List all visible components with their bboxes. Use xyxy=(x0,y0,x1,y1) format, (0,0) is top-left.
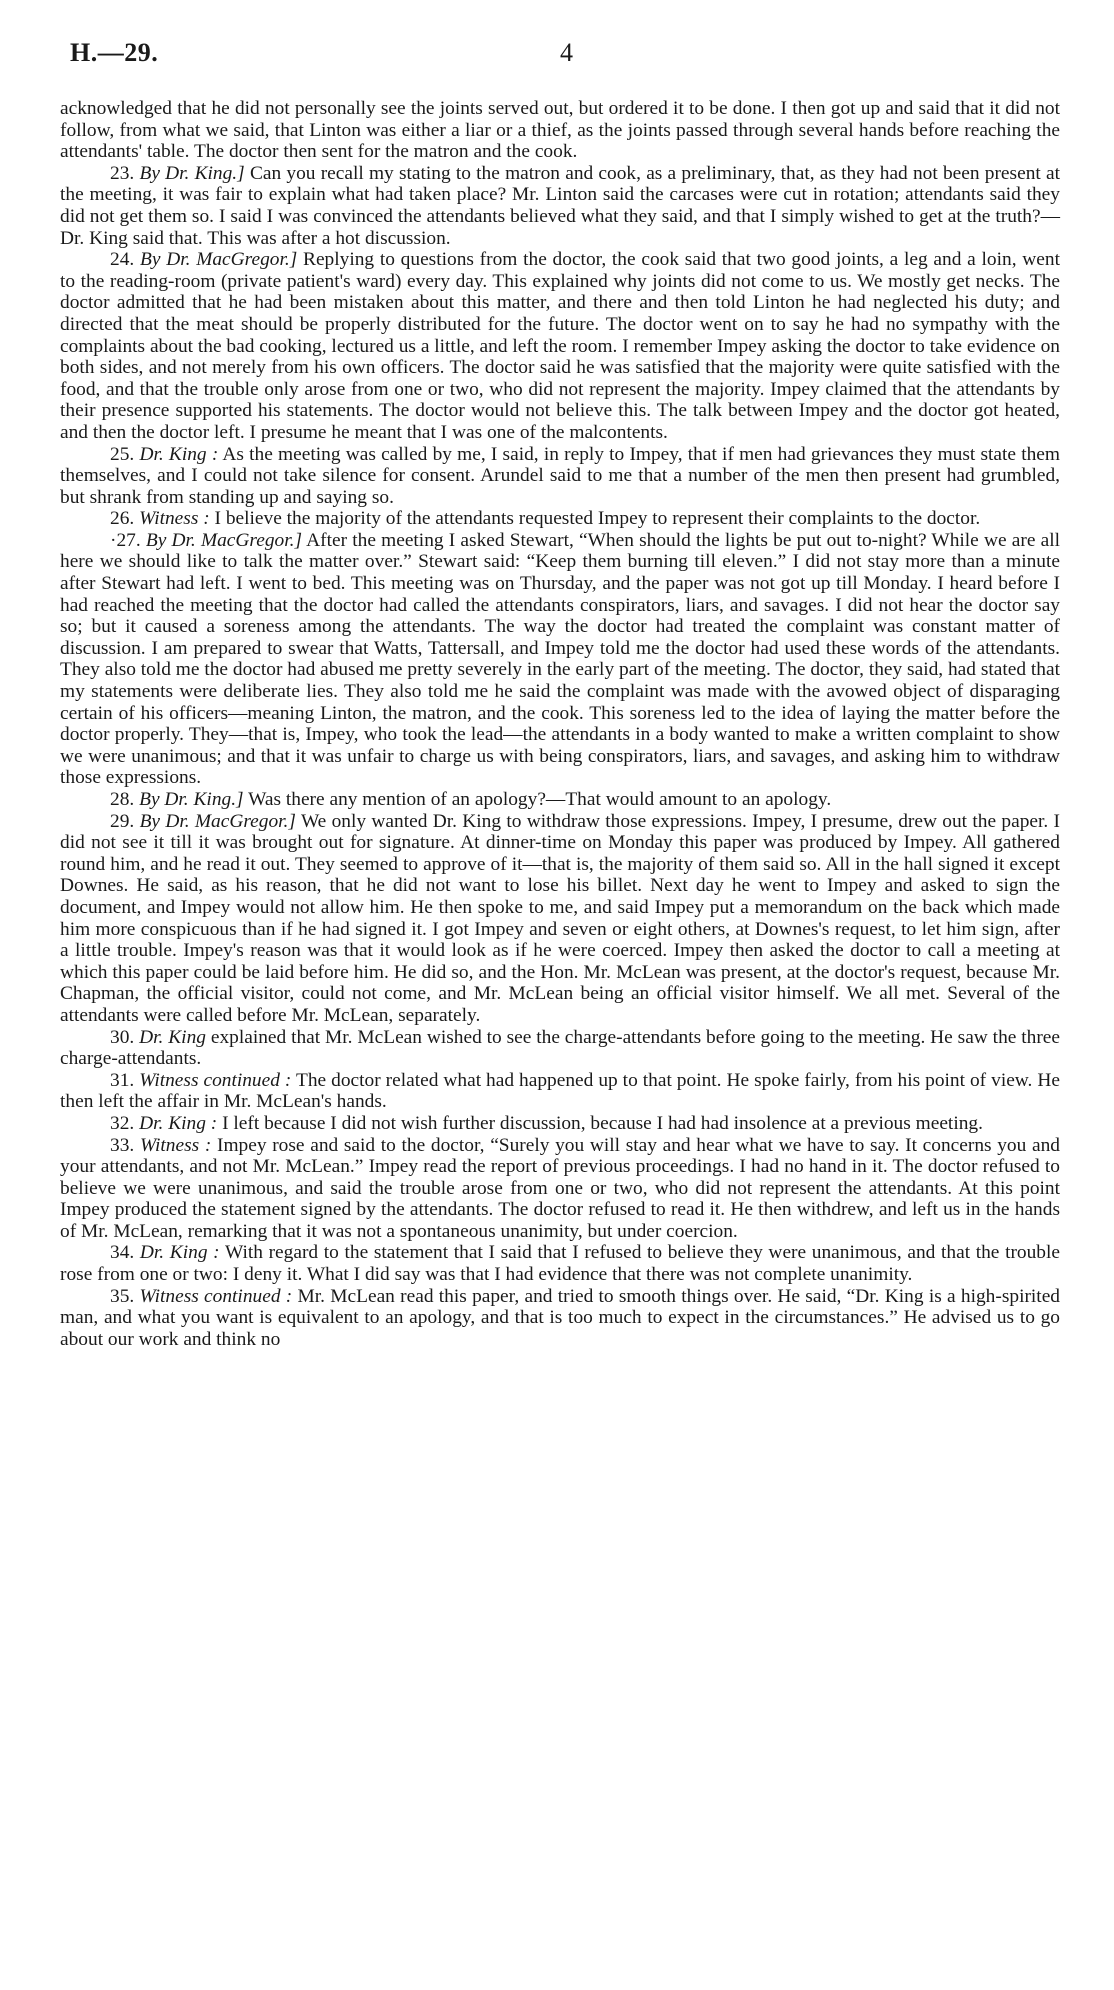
paragraph-text: Was there any mention of an apology?—That would amount to an apology. xyxy=(248,789,832,810)
paragraph xyxy=(60,1286,1060,1351)
paragraph-number: 33. xyxy=(110,1134,135,1156)
paragraph-number: 25. xyxy=(110,443,135,465)
paragraph xyxy=(60,789,1060,811)
paragraph-number: ·27. xyxy=(110,529,141,551)
paragraph-text: acknowledged that he did not personally see the joints served out, but ordered it to be done. I then got up and said that it did not follow, from what we said, that Linton was either a liar or a thief, as the joints passed through several hands before reaching the attendants' table. The doctor then sent for the matron and the cook. xyxy=(60,98,1060,163)
paragraph xyxy=(60,508,1060,530)
speaker-attribution: Dr. King : xyxy=(139,1112,218,1134)
paragraph xyxy=(60,1242,1060,1285)
document-reference: H.—29. xyxy=(70,38,159,67)
page-number: 4 xyxy=(560,38,573,67)
paragraph xyxy=(60,1070,1060,1113)
speaker-attribution: Dr. King : xyxy=(139,1242,220,1264)
speaker-attribution: Witness : xyxy=(139,1134,212,1156)
paragraph-text: Mr. McLean read this paper, and tried to smooth things over. He said, “Dr. King is a high-spirited man, and what you want is equivalent to an apology, and that is too much to expect in the circumstances.” He advised us to go about our work and think no xyxy=(60,1285,1060,1350)
speaker-attribution: Dr. King xyxy=(139,1026,206,1048)
paragraph-text: Replying to questions from the doctor, the cook said that two good joints, a leg and a loin, went to the reading-room (private patient's ward) every day. This explained why joints did not come to us. We mostly get necks. The doctor admitted that he had been mistaken about this matter, and there and then told Linton he had neglected his duty; and directed that the meat should be properly distributed for the future. The doctor went on to say he had no sympathy with the complaints about the bad cooking, lectured us a little, and left the room. I remember Impey asking the doctor to take evidence on both sides, and not merely from his own officers. The doctor said he was satisfied that the majority were quite satisfied with the food, and that the trouble only arose from one or two, who did not represent the majority. Impey claimed that the attendants by their presence supported his statements. The doctor would not believe this. The talk between Impey and the doctor got heated, and then the doctor left. I presume he meant that I was one of the malcontents. xyxy=(60,249,1060,443)
paragraph-number: 30. xyxy=(110,1026,135,1048)
paragraph-text: I left because I did not wish further discussion, because I had had insolence at a previous meeting. xyxy=(222,1112,983,1134)
speaker-attribution: By Dr. MacGregor.] xyxy=(140,249,298,271)
paragraph-text: As the meeting was called by me, I said, in reply to Impey, that if men had grievances they must state them themselves, and I could not take silence for consent. Arundel said to me that a number of the men then present had grumbled, but shrank from standing up and saying so. xyxy=(60,443,1060,508)
paragraph-text: explained that Mr. McLean wished to see the charge-attendants before going to the meeting. He saw the three charge-attendants. xyxy=(60,1026,1060,1070)
paragraph xyxy=(60,530,1060,789)
speaker-attribution: Witness continued : xyxy=(139,1069,292,1091)
speaker-attribution: By Dr. King.] xyxy=(139,162,245,184)
paragraph xyxy=(60,163,1060,249)
paragraph-text: We only wanted Dr. King to withdraw those expressions. Impey, I presume, drew out the paper. I did not see it till it was brought out for signature. At dinner-time on Monday this paper was produced by Impey. All gathered round him, and he read it out. They seemed to approve of it—that is, the majority of them said so. All in the hall signed it except Downes. He said, as his reason, that he did not want to lose his billet. Next day he went to Impey and asked to sign the document, and Impey would not allow him. He then spoke to me, and said Impey put a memorandum on the back which made him more conspicuous than if he had signed it. I got Impey and seven or eight others, at Downes's request, to let him sign, after a little trouble. Impey's reason was that it would look as if he were coerced. Impey then asked the doctor to call a meeting at which this paper could be laid before him. He did so, and the Hon. Mr. McLean was present, at the doctor's request, because Mr. Chapman, the official visitor, could not come, and Mr. McLean being an official visitor himself. We all met. Several of the attendants were called before Mr. McLean, separately. xyxy=(60,810,1060,1026)
paragraph-number: 24. xyxy=(110,249,135,271)
speaker-attribution: By Dr. King.] xyxy=(139,789,244,810)
paragraph xyxy=(60,1135,1060,1243)
paragraph-text: I believe the majority of the attendants requested Impey to represent their complaints to the doctor. xyxy=(214,508,981,530)
speaker-attribution: Witness : xyxy=(139,508,210,530)
paragraph-number: 29. xyxy=(110,810,135,832)
paragraph-number: 32. xyxy=(110,1112,135,1134)
paragraph-number: 35. xyxy=(110,1285,135,1307)
paragraph-number: 31. xyxy=(110,1069,135,1091)
paragraph-number: 26. xyxy=(110,508,135,530)
paragraph xyxy=(60,444,1060,509)
body-text xyxy=(60,98,1060,1350)
paragraph xyxy=(60,1027,1060,1070)
paragraph-text: With regard to the statement that I said that I refused to believe they were unanimous, and that the trouble rose from one or two: I deny it. What I did say was that I had evidence that there was not complete unanimity. xyxy=(60,1242,1060,1286)
paragraph-text: Impey rose and said to the doctor, “Surely you will stay and hear what we have to say. It concerns you and your attendants, and not Mr. McLean.” Impey read the report of previous proceedings. I had no hand in it. The doctor refused to believe we were unanimous, and said the trouble arose from one or two, who did not represent the attendants. At this point Impey produced the statement signed by the attendants. The doctor refused to read it. He then withdrew, and left us in the hands of Mr. McLean, remarking that it was not a spontaneous unanimity, but under coercion. xyxy=(60,1134,1060,1242)
paragraph xyxy=(60,98,1060,163)
paragraph-text: After the meeting I asked Stewart, “When should the lights be put out to-night? While we are all here we should like to talk the matter over.” Stewart said: “Keep them burning till eleven.” I did not stay more than a minute after Stewart had left. I went to bed. This meeting was on Thursday, and the paper was not got up till Monday. I heard before I had reached the meeting that the doctor had called the attendants conspirators, liars, and savages. I did not hear the doctor say so; but it caused a soreness among the attendants. The way the doctor had treated the complaint was constant matter of discussion. I am prepared to swear that Watts, Tattersall, and Impey told me the doctor had used these words of the attendants. They also told me the doctor had abused me pretty severely in the early part of the meeting. The doctor, they said, had stated that my statements were deliberate lies. They also told me he said the complaint was made with the avowed object of disparaging certain of his officers—meaning Linton, the matron, and the cook. This soreness led to the idea of laying the matter before the doctor properly. They—that is, Impey, who took the lead—the attendants in a body wanted to make a written complaint to show we were unanimous; and that it was unfair to charge us with being conspirators, liars, and savages, and asking him to withdraw those expressions. xyxy=(60,529,1060,789)
paragraph-number: 28. xyxy=(110,789,135,810)
speaker-attribution: By Dr. MacGregor.] xyxy=(145,529,303,551)
paragraph xyxy=(60,1113,1060,1135)
page-header xyxy=(60,38,1060,78)
speaker-attribution: By Dr. MacGregor.] xyxy=(139,810,296,832)
paragraph xyxy=(60,811,1060,1027)
speaker-attribution: Dr. King : xyxy=(139,443,219,465)
paragraph-text: The doctor related what had happened up to that point. He spoke fairly, from his point of view. He then left the affair in Mr. McLean's hands. xyxy=(60,1069,1060,1113)
speaker-attribution: Witness continued : xyxy=(139,1285,293,1307)
paragraph-number: 23. xyxy=(110,162,135,184)
paragraph-number: 34. xyxy=(110,1242,135,1264)
paragraph-text: Can you recall my stating to the matron and cook, as a preliminary, that, as they had not been present at the meeting, it was fair to explain what had taken place? Mr. Linton said the carcases were cut in rotation; attendants said they did not get them so. I said I was convinced the attendants believed what they said, and that I simply wished to get at the truth?—Dr. King said that. This was after a hot discussion. xyxy=(60,162,1060,249)
document-page xyxy=(60,38,1060,1350)
paragraph xyxy=(60,249,1060,443)
